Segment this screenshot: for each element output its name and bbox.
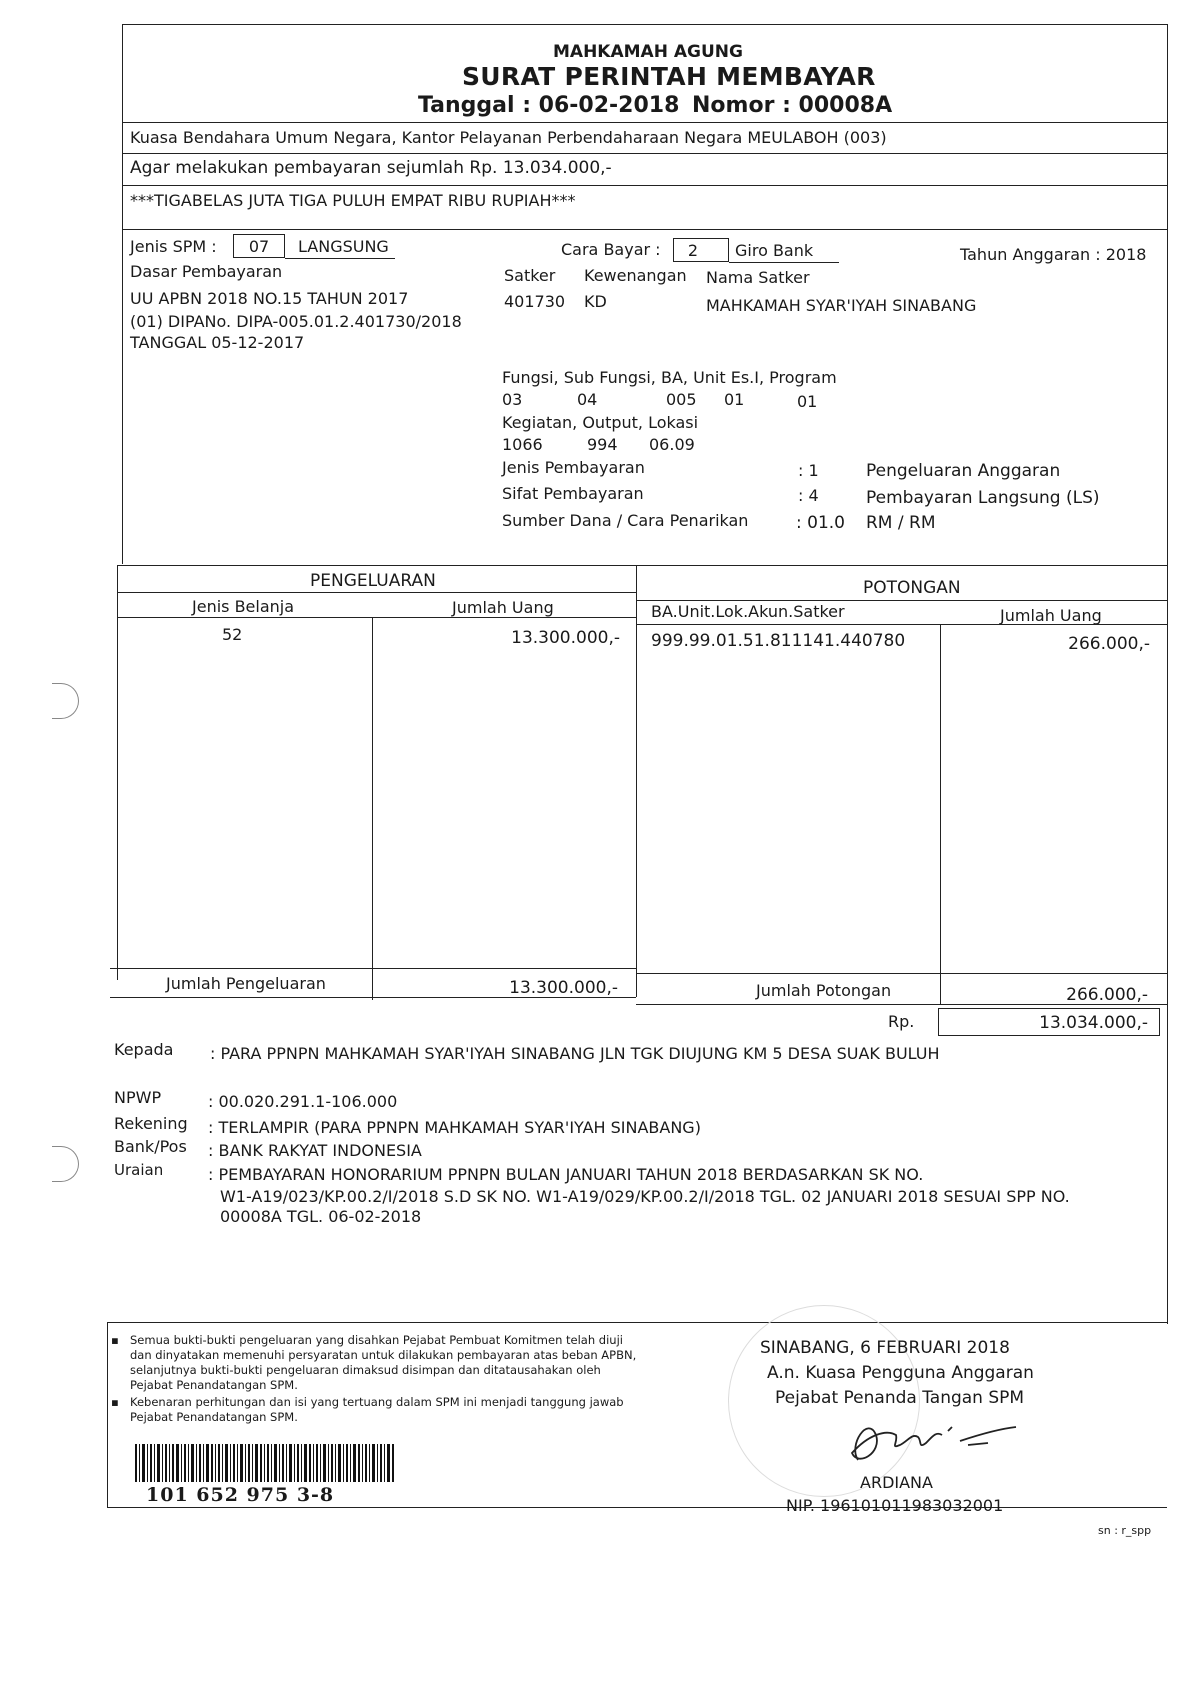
row-jumlah-potongan: 266.000,- xyxy=(1068,634,1150,654)
signatory-nip: NIP. 196101011983032001 xyxy=(786,1496,1004,1515)
rp-label: Rp. xyxy=(888,1012,915,1031)
total-potongan-label: Jumlah Potongan xyxy=(756,981,892,1000)
npwp-value: : 00.020.291.1-106.000 xyxy=(208,1092,398,1111)
amount-in-words: ***TIGABELAS JUTA TIGA PULUH EMPAT RIBU RUPIAH*** xyxy=(130,191,576,210)
uraian-line-3: 00008A TGL. 06-02-2018 xyxy=(220,1207,422,1226)
cara-bayar-name: Giro Bank xyxy=(735,241,814,260)
bank-label: Bank/Pos xyxy=(114,1137,187,1156)
punch-hole xyxy=(52,1146,79,1182)
total-pengeluaran-value: 13.300.000,- xyxy=(509,978,618,998)
nama-satker-col-label: Nama Satker xyxy=(706,268,810,287)
signature-line-2: Pejabat Penanda Tangan SPM xyxy=(775,1388,1025,1408)
kegiatan-value: 1066 xyxy=(502,435,543,454)
kepada-value: : PARA PPNPN MAHKAMAH SYAR'IYAH SINABANG JLN TGK DIUJUNG KM 5 DESA SUAK BULUH xyxy=(210,1044,940,1063)
frame-left xyxy=(122,24,123,564)
frame-top xyxy=(122,24,1167,25)
uraian-line-1: : PEMBAYARAN HONORARIUM PPNPN BULAN JANUARI TAHUN 2018 BERDASARKAN SK NO. xyxy=(208,1165,924,1184)
dasar-pembayaran-label: Dasar Pembayaran xyxy=(130,262,283,281)
fungsi-label: Fungsi, Sub Fungsi, BA, Unit Es.I, Program xyxy=(502,368,837,387)
note-1: Semua bukti-bukti pengeluaran yang disahkan Pejabat Pembuat Komitmen telah diuji dan dinyatakan memenuhi persyaratan untuk dilakukan pembayaran atas beban APBN, selanjutnya bukti-bukti pengeluaran dimaksud disimpan dan ditatausahakan oleh Pejabat Penandatangan SPM. xyxy=(130,1333,637,1392)
signature-line-1: A.n. Kuasa Pengguna Anggaran xyxy=(767,1363,1034,1383)
row-akun: 999.99.01.51.811141.440780 xyxy=(651,631,906,651)
payment-instruction: Agar melakukan pembayaran sejumlah Rp. 13.034.000,- xyxy=(130,158,612,178)
detail-code: : 1 xyxy=(798,461,819,480)
note-2: Kebenaran perhitungan dan isi yang tertuang dalam SPM ini menjadi tanggung jawab Pejabat Penandatangan SPM. xyxy=(130,1395,624,1424)
barcode-number: 101 652 975 3-8 xyxy=(146,1484,335,1506)
satker-nama: MAHKAMAH SYAR'IYAH SINABANG xyxy=(706,296,977,315)
detail-value: Pembayaran Langsung (LS) xyxy=(866,488,1100,508)
punch-hole xyxy=(52,683,79,719)
dasar-line-2: (01) DIPANo. DIPA-005.01.2.401730/2018 xyxy=(130,312,462,331)
detail-value: RM / RM xyxy=(866,513,936,533)
cara-bayar-label: Cara Bayar : xyxy=(561,240,661,259)
addressee-line: Kuasa Bendahara Umum Negara, Kantor Pelayanan Perbendaharaan Negara MEULABOH (003) xyxy=(130,128,887,147)
note-bullet: ▪ xyxy=(111,1395,119,1409)
lokasi-value: 06.09 xyxy=(649,435,695,454)
signatory-name: ARDIANA xyxy=(860,1473,933,1492)
satker-kewenangan: KD xyxy=(584,292,607,311)
kegiatan-label: Kegiatan, Output, Lokasi xyxy=(502,413,699,432)
potongan-title: POTONGAN xyxy=(863,578,961,598)
col-jenis-belanja: Jenis Belanja xyxy=(192,597,295,616)
pengeluaran-title: PENGELUARAN xyxy=(310,571,436,591)
document-number: Nomor : 00008A xyxy=(692,93,893,118)
col-jumlah-uang: Jumlah Uang xyxy=(452,598,554,617)
ba-value: 005 xyxy=(666,390,697,409)
kepada-label: Kepada xyxy=(114,1040,174,1059)
signature-place-date: SINABANG, 6 FEBRUARI 2018 xyxy=(760,1338,1010,1358)
frame-right xyxy=(1167,24,1168,1324)
note-bullet: ▪ xyxy=(111,1333,119,1347)
dasar-line-3: TANGGAL 05-12-2017 xyxy=(130,333,305,352)
detail-label: Sumber Dana / Cara Penarikan xyxy=(502,511,749,530)
fungsi-value: 03 xyxy=(502,390,523,409)
jenis-spm-label: Jenis SPM : xyxy=(130,237,217,256)
tahun-anggaran: Tahun Anggaran : 2018 xyxy=(960,245,1147,264)
satker-code: 401730 xyxy=(504,292,566,311)
row-jenis-belanja: 52 xyxy=(222,625,243,644)
dasar-line-1: UU APBN 2018 NO.15 TAHUN 2017 xyxy=(130,289,409,308)
satker-col-label: Satker xyxy=(504,266,556,285)
uraian-line-2: W1-A19/023/KP.00.2/I/2018 S.D SK NO. W1-A19/029/KP.00.2/I/2018 TGL. 02 JANUARI 2018 SESUAI SPP NO. xyxy=(220,1187,1070,1206)
total-pengeluaran-label: Jumlah Pengeluaran xyxy=(166,974,326,993)
document-title: SURAT PERINTAH MEMBAYAR xyxy=(462,62,876,91)
barcode xyxy=(135,1444,395,1482)
detail-value: Pengeluaran Anggaran xyxy=(866,461,1061,481)
kewenangan-col-label: Kewenangan xyxy=(584,266,687,285)
bank-value: : BANK RAKYAT INDONESIA xyxy=(208,1141,422,1160)
institution-name: MAHKAMAH AGUNG xyxy=(553,42,743,62)
output-value: 994 xyxy=(587,435,618,454)
detail-code: : 01.0 xyxy=(796,513,845,533)
detail-code: : 4 xyxy=(798,486,819,505)
detail-label: Sifat Pembayaran xyxy=(502,484,644,503)
uraian-label: Uraian xyxy=(114,1161,164,1179)
rp-value: 13.034.000,- xyxy=(1039,1013,1148,1033)
unit-es1-value: 01 xyxy=(724,390,745,409)
footer-code: sn : r_spp xyxy=(1098,1524,1152,1537)
row-jumlah-uang: 13.300.000,- xyxy=(511,628,620,648)
document-date: Tanggal : 06-02-2018 xyxy=(418,93,680,118)
rekening-label: Rekening xyxy=(114,1114,188,1133)
jenis-spm-name: LANGSUNG xyxy=(298,237,389,256)
col-akun: BA.Unit.Lok.Akun.Satker xyxy=(651,602,845,621)
detail-label: Jenis Pembayaran xyxy=(502,458,645,477)
cara-bayar-code: 2 xyxy=(687,241,699,260)
col-jumlah-uang-potongan: Jumlah Uang xyxy=(1000,606,1102,625)
total-potongan-value: 266.000,- xyxy=(1066,985,1148,1005)
subfungsi-value: 04 xyxy=(577,390,598,409)
rekening-value: : TERLAMPIR (PARA PPNPN MAHKAMAH SYAR'IYAH SINABANG) xyxy=(208,1118,701,1137)
program-value: 01 xyxy=(797,392,818,411)
jenis-spm-code: 07 xyxy=(248,237,270,256)
npwp-label: NPWP xyxy=(114,1088,162,1107)
